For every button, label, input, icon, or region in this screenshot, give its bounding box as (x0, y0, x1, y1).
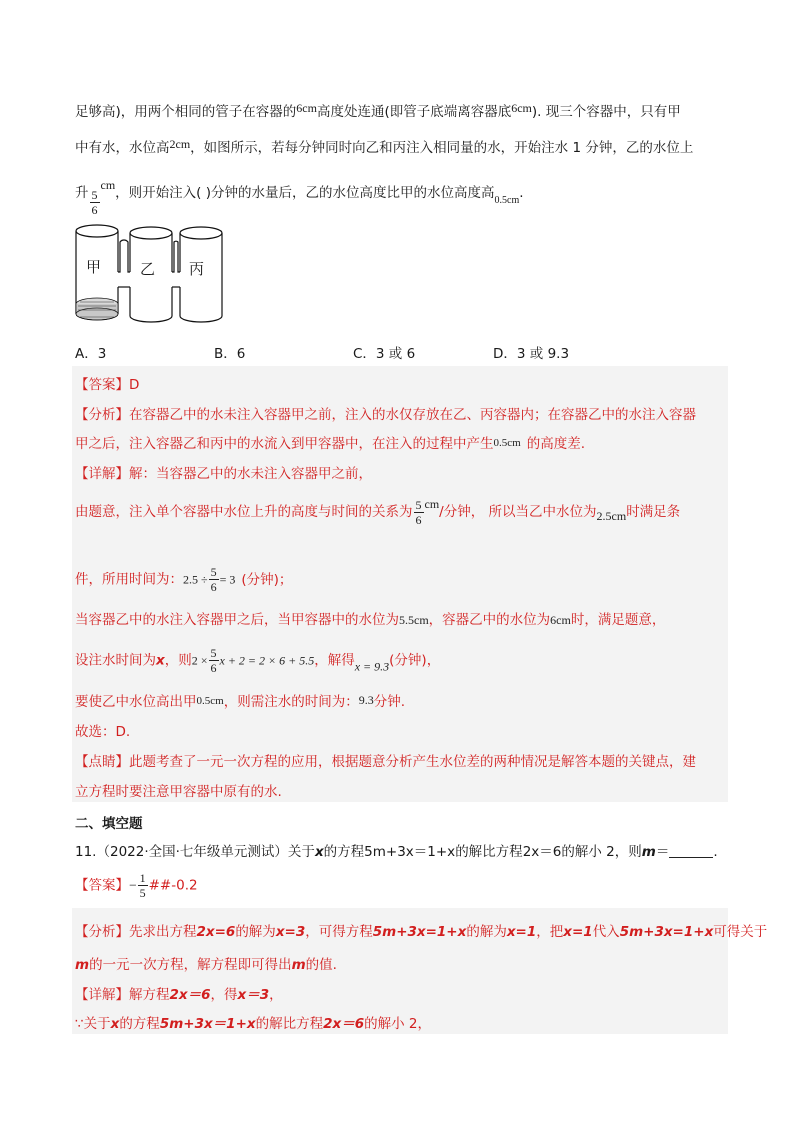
denominator: 6 (210, 661, 217, 675)
text: 的解小 2，则 (561, 844, 642, 860)
unit: 2cm (169, 137, 191, 151)
unit: 0.5cm (494, 195, 520, 206)
text: (分钟)， (389, 652, 441, 669)
variable: m (75, 957, 90, 973)
text: ，则 (164, 652, 192, 669)
answer10-analysis-1 (75, 403, 696, 423)
unit: cm (100, 178, 116, 192)
text: 此题考查了一元一次方程的应用，根据题意分析产生水位差的两种情况是解答本题的关键点，建 (129, 754, 696, 770)
equation: 2x＝6 (323, 1016, 365, 1032)
unit: 0.5cm (493, 437, 521, 449)
tag: 【分析】 (75, 924, 129, 940)
denominator: 6 (210, 580, 217, 594)
variable: m (641, 844, 656, 860)
unit: cm (424, 497, 440, 511)
text: 足够高)，用两个相同的管子在容器的 (75, 104, 297, 120)
problem10-line1 (75, 100, 681, 120)
tag: 【答案】 (75, 877, 129, 894)
text: 的解比方程 (455, 844, 523, 860)
option-b: B．6 (214, 346, 246, 362)
text: 的方程 (323, 844, 365, 860)
unit: 0.5cm (196, 695, 224, 707)
text: 在容器乙中的水未注入容器甲之前，注入的水仅存放在乙、丙容器内；在容器乙中的水注入容器 (129, 407, 696, 423)
solution: x＝3 (237, 987, 270, 1003)
problem10-line2 (75, 136, 693, 156)
equation: 2x=6 (196, 924, 236, 940)
text: （2022·全国·七年级单元测试）关于 (96, 844, 315, 860)
text: 时满足条 (626, 504, 681, 520)
solution: x=1 (563, 924, 593, 940)
answer10-comment-1 (75, 750, 696, 770)
text: ，把 (536, 924, 564, 940)
problem10-line3 (75, 178, 524, 216)
text: 的解为 (235, 924, 276, 940)
answer10-detail-1 (75, 462, 372, 482)
numerator: 5 (415, 497, 422, 512)
answer-blank (669, 845, 713, 858)
text: 当容器乙中的水注入容器甲之后，当甲容器中的水位为 (75, 612, 399, 628)
tag: 【分析】 (75, 407, 129, 423)
answer11-detail-2 (75, 1012, 431, 1032)
text: ，解得 (314, 652, 355, 669)
numerator: 5 (210, 565, 217, 579)
text: /分钟， 所以当乙中水位为 (439, 504, 597, 520)
text: 解方程 (129, 987, 170, 1003)
fraction (90, 189, 100, 216)
problem-number: 11. (75, 844, 97, 860)
option-a: A．3 (75, 346, 107, 362)
text: (分钟)； (241, 571, 293, 588)
text: 时，满足题意， (570, 612, 666, 628)
text: ，则开始注入( )分钟的水量后，乙的水位高度比甲的水位高度高 (115, 185, 495, 201)
answer11-answer (75, 872, 198, 899)
tag: 【详解】 (75, 466, 129, 482)
solution: x=1 (506, 924, 537, 940)
text: 的值. (305, 957, 337, 973)
equation: 2x＝6 (522, 844, 562, 860)
problem11-stem (75, 840, 718, 860)
option-c: C．3 或 6 (353, 346, 416, 362)
text: 可得关于 (713, 924, 768, 940)
text: ，得 (210, 987, 238, 1003)
answer10-detail-4 (75, 608, 665, 628)
denominator: 6 (415, 512, 422, 527)
text: 高度处连通(即管子底端离容器底 (316, 104, 512, 120)
unit: 5.5cm (399, 613, 429, 627)
denominator: 6 (91, 203, 98, 217)
answer10-answer (75, 373, 139, 393)
answer10-detail-3 (75, 566, 292, 593)
label-jia: 甲 (86, 258, 102, 276)
text: 要使乙中水位高出甲 (75, 694, 197, 710)
fraction (209, 647, 219, 674)
equation: 5m+3x＝1+x (364, 844, 456, 860)
section-title: 二、填空题 (75, 816, 143, 832)
text: ＝ (655, 844, 670, 860)
equation: 2 × (191, 653, 208, 668)
alt-answer: ##-0.2 (148, 877, 198, 894)
minus-sign: − (129, 877, 137, 893)
variable: x (156, 652, 165, 669)
numerator: 1 (139, 871, 146, 885)
text: 解：当容器乙中的水未注入容器甲之前， (129, 466, 372, 482)
solution: x=3 (275, 924, 306, 940)
equation: 5m+3x=1+x (372, 924, 467, 940)
text: 代入 (592, 924, 620, 940)
answer10-detail-6 (75, 690, 405, 710)
unit: 6cm (296, 101, 317, 115)
answer10-comment-2: 立方程时要注意甲容器中原有的水. (75, 784, 282, 800)
text: ). 现三个容器中，只有甲 (531, 104, 681, 120)
text: 先求出方程 (129, 924, 197, 940)
numerator: 5 (210, 646, 217, 660)
unit: 2.5cm (596, 509, 627, 523)
text: ∵关于 (75, 1016, 111, 1032)
option-d: D．3 或 9.3 (493, 346, 570, 362)
text: 的解为 (466, 924, 507, 940)
text: 甲之后，注入容器乙和丙中的水流入到甲容器中，在注入的过程中产生 (75, 436, 494, 452)
denominator: 5 (139, 886, 146, 900)
text: . (519, 185, 524, 201)
text: ，则需注水的时间为： (223, 694, 359, 710)
equation: = 3 (219, 572, 236, 587)
solution: x = 9.3 (354, 659, 390, 674)
fraction (138, 872, 148, 899)
text: ，容器乙中的水位为 (428, 612, 551, 628)
text: 升 (75, 185, 89, 201)
answer11-analysis-2 (75, 953, 337, 973)
text: 分钟. (373, 694, 405, 710)
answer11-analysis-1 (75, 920, 767, 940)
text: 中有水，水位高 (75, 140, 170, 156)
equation: 2.5 ÷ (183, 572, 208, 587)
answer10-detail-5 (75, 647, 440, 675)
equation: 5m+3x=1+x (619, 924, 714, 940)
answer10-detail-2 (75, 497, 680, 526)
text: 的方程 (119, 1016, 160, 1032)
unit: 6cm (511, 101, 532, 115)
text: 的高度差. (526, 436, 585, 452)
fraction (209, 566, 219, 593)
label-yi: 乙 (140, 260, 156, 278)
text: ， (269, 987, 283, 1003)
answer10-conclusion: 故选：D. (75, 724, 131, 740)
text: 的解小 2， (364, 1016, 431, 1032)
tag: 【详解】 (75, 987, 129, 1003)
text: 设注水时间为 (75, 652, 156, 669)
text: 件，所用时间为： (75, 571, 183, 588)
text: 的解比方程 (255, 1016, 324, 1032)
answer10-analysis-2 (75, 432, 585, 452)
variable: x (110, 1016, 120, 1032)
label-bing: 丙 (189, 260, 205, 278)
answer11-detail-1 (75, 983, 283, 1003)
answer-value: D (129, 377, 140, 393)
text: ，可得方程 (305, 924, 373, 940)
tag: 【点睛】 (75, 754, 129, 770)
text: ，如图所示，若每分钟同时向乙和丙注入相同量的水，开始注水 1 分钟，乙的水位上 (190, 140, 694, 156)
value: 9.3 (358, 693, 374, 707)
equation: 2x＝6 (169, 987, 211, 1003)
equation: 5m+3x＝1+x (159, 1016, 256, 1032)
tag: 【答案】 (75, 377, 129, 393)
text: 由题意，注入单个容器中水位上升的高度与时间的关系为 (75, 504, 413, 520)
numerator: 5 (91, 188, 98, 202)
variable: x (314, 844, 324, 860)
fraction (414, 499, 424, 526)
variable: m (291, 957, 306, 973)
text: 的一元一次方程，解方程即可得出 (89, 957, 292, 973)
text: . (713, 844, 718, 860)
equation: x + 2 = 2 × 6 + 5.5 (219, 653, 315, 668)
unit: 6cm (550, 613, 571, 627)
